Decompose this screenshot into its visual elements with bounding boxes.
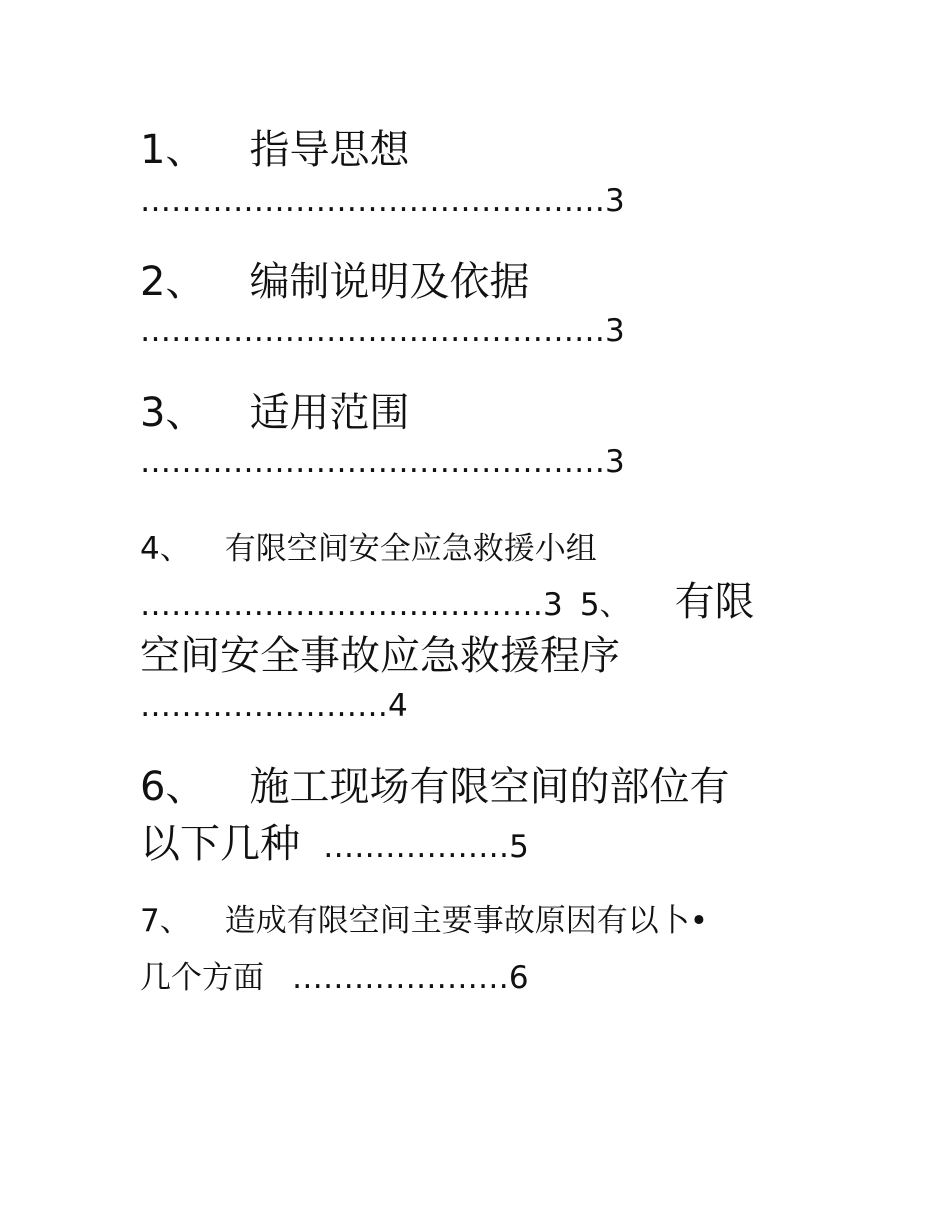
toc-entry-2-leader: ………………………………………3 [140, 313, 625, 349]
toc-entry-3-number: 3、 [140, 390, 206, 436]
toc-entry-5-title-part2: 空间安全事故应急救援程序 [140, 633, 620, 679]
toc-entry-7-title-part2: 几个方面 [140, 960, 264, 996]
toc-entry-6-row2 [140, 812, 529, 869]
toc-entry-4-number: 4、 [140, 531, 191, 567]
toc-entry-7-number: 7、 [140, 903, 191, 939]
toc-entry-7-row2 [140, 952, 529, 997]
toc-entry-2-title: 编制说明及依据 [249, 259, 530, 305]
toc-entry-6-title-part2: 以下几种 [140, 821, 300, 867]
toc-entry-4-heading [140, 523, 597, 568]
toc-entry-7-heading [140, 895, 708, 940]
toc-entry-2-number: 2、 [140, 259, 206, 305]
toc-entry-7-title-part1: 造成有限空间主要事故原因有以卜• [224, 903, 709, 939]
toc-entry-5-number: 5、 [579, 587, 631, 623]
toc-entry-4-leader: …………………………………3 [140, 587, 563, 623]
toc-entry-1-title: 指导思想 [249, 127, 410, 173]
toc-entry-5-leader: ……………………4 [140, 688, 408, 724]
toc-entry-4-title: 有限空间安全应急救援小组 [224, 531, 597, 567]
toc-entry-1-number: 1、 [140, 127, 206, 173]
toc-entry-4-5-row [140, 570, 755, 627]
toc-entry-3-leader: ………………………………………3 [140, 444, 625, 480]
toc-entry-7-leader: …………………6 [291, 960, 529, 996]
toc-entry-2-heading [140, 250, 529, 307]
toc-entry-5-title-part1: 有限 [674, 579, 755, 625]
toc-entry-6-leader: ………………5 [323, 829, 529, 865]
toc-entry-6-heading [140, 755, 729, 812]
toc-entry-6-title-part1: 施工现场有限空间的部位有 [249, 764, 730, 810]
toc-entry-1-leader: ………………………………………3 [140, 183, 625, 219]
toc-entry-1-heading [140, 118, 409, 175]
toc-entry-3-title: 适用范围 [249, 390, 410, 436]
toc-entry-3-heading [140, 381, 409, 438]
toc-entry-6-number: 6、 [140, 764, 206, 810]
